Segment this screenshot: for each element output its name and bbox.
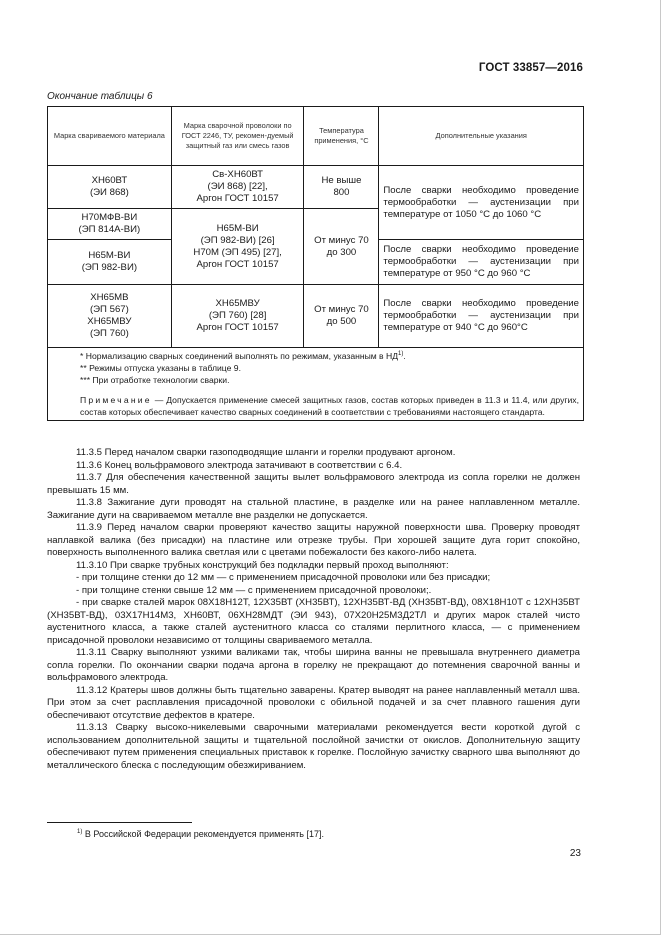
table-note: * Нормализацию сварных соединений выполнять по режимам, указанным в НД$^{1)}$. [80,351,406,361]
paragraph: 11.3.7 Для обеспечения качественной защиты вылет вольфрамового электрода из сопла горелки не должен превышать 15 мм. [47,472,580,496]
table-note: *** При отработке технологии сварки. [80,375,230,385]
list-item: - при толщине стенки свыше 12 мм — с применением присадочной проволоки;. [76,584,432,596]
document-code: ГОСТ 33857—2016 [478,62,583,74]
cell-material: ХН60ВТ (ЭИ 868) [48,166,172,209]
paragraph: 11.3.9 Перед началом сварки проверяют качество защиты наружной поверхности шва. Проверку проводят наплавкой валика (без присадки) на пластине или отрезке трубы. При хорошей защите дуга горит спокойно, поверхность выполненного валика светлая или с цветами побежалости без какого-либо налета. [47,522,580,558]
cell-wire: Св-ХН60ВТ (ЭИ 868) [22], Аргон ГОСТ 10157 [171,166,304,209]
list-item: - при толщине стенки до 12 мм — с применением присадочной проволоки или без присадки; [76,572,491,583]
table-row [48,285,584,348]
spec-table [47,106,584,421]
paragraph: 11.3.12 Кратеры швов должны быть тщательно заварены. Кратер выводят на ранее наплавленный металл шва. При этом за счет расплавления присадочной проволоки с обильной подачей и за счет плавного гашения дуги обеспечивают отсутствие дефектов в кратере. [47,684,580,721]
paragraph: 11.3.8 Зажигание дуги проводят на стальной пластине, в разделке или на ранее наплавленном металле. Зажигание дуги на свариваемом металле вне разделки не допускается. [47,497,580,521]
header-material: Марка свариваемого материала [48,107,172,166]
header-temperature: Температура применения, °С [304,107,379,166]
footnote-divider [47,822,192,823]
cell-material: Н65М-ВИ (ЭП 982-ВИ) [48,240,172,285]
cell-temperature: Не выше 800 [304,166,379,209]
paragraph: 11.3.11 Сварку выполняют узкими валиками так, чтобы ширина ванны не превышала внутреннего диаметра сопла горелки. По окончании сварки подача аргона в горелку не прекращают до потемнения сварочной ванны и вольфрамового электрода. [47,647,580,683]
cell-temperature: От минус 70 до 500 [304,285,379,348]
cell-wire: ХН65МВУ (ЭП 760) [28] Аргон ГОСТ 10157 [171,285,304,348]
cell-instructions: После сварки необходимо проведение термообработки — аустенизации при температуре от 950 °С до 960 °С [379,240,584,285]
page-number: 23 [569,848,581,859]
header-instructions: Дополнительные указания [379,107,584,166]
paragraph: 11.3.6 Конец вольфрамового электрода затачивают в соответствии с 6.4. [76,459,403,471]
paragraph: 11.3.5 Перед началом сварки газоподводящие шланги и горелки продувают аргоном. [76,447,456,458]
table-note: ** Режимы отпуска указаны в таблице 9. [80,363,241,373]
table-caption: Окончание таблицы 6 [47,91,153,102]
table-notes-row [48,348,584,421]
table-row [48,166,584,209]
paragraph: 11.3.10 При сварке трубных конструкций без подкладки первый проход выполняют: [76,559,449,571]
remark-label: Примечание [80,395,152,405]
cell-material: Н70МФВ-ВИ (ЭП 814А-ВИ) [48,209,172,240]
table-header-row [48,107,584,166]
cell-instructions: После сварки необходимо проведение термообработки — аустенизации при температуре от 1050 °С до 1060 °С [379,166,584,240]
cell-instructions: После сварки необходимо проведение термообработки — аустенизации при температуре от 940 °С до 960°С [379,285,584,348]
cell-material: ХН65МВ (ЭП 567) ХН65МВУ (ЭП 760) [48,285,172,348]
table-remark: Примечание — Допускается применение смесей защитных газов, состав которых приведен в 11.3 и 11.4, или других, состав которых обеспечивает качество сварных соединений в соответствии с требованиями настоящего стандарта. [80,395,579,417]
body-text [47,447,580,772]
table-notes [48,348,584,421]
cell-wire: Н65М-ВИ (ЭП 982-ВИ) [26] Н70М (ЭП 495) [27], Аргон ГОСТ 10157 [171,209,304,285]
footnote: $^{1)}$ В Российской Федерации рекомендуется применять [17]. [77,829,324,839]
list-item: - при сварке сталей марок 08Х18Н12Т, 12Х35ВТ (ХН35ВТ), 12ХН35ВТ-ВД (ХН35ВТ-ВД), 08Х18Н10Т с 12ХН35ВТ (ХН35ВТ-ВД), 03Х17Н14М3, ХН60ВТ, 06ХН28МДТ (ЭИ 943), 07Х20Н25М3Д2ТЛ и других марок сталей чисто аустенитного класса, а также сталей аустенитного класса со сталями перлитного класса, — с применением присадочной проволоки независимо от толщины свариваемого металла. [47,597,580,646]
cell-temperature: От минус 70 до 300 [304,209,379,285]
header-wire: Марка сварочной проволоки по ГОСТ 2246, ТУ, рекомен-дуемый защитный газ или смесь газов [171,107,304,166]
paragraph: 11.3.13 Сварку высоко-никелевыми сварочными материалами рекомендуется вести короткой дугой с использованием дополнительной защиты и тщательной послойной зачистки от окислов. Дополнительную защиту обеспечивают путем применения специальных приставок к горелке. Послойную зачистку сварного шва выполняют до металлического блеска с последующим обезжириванием. [47,722,580,771]
